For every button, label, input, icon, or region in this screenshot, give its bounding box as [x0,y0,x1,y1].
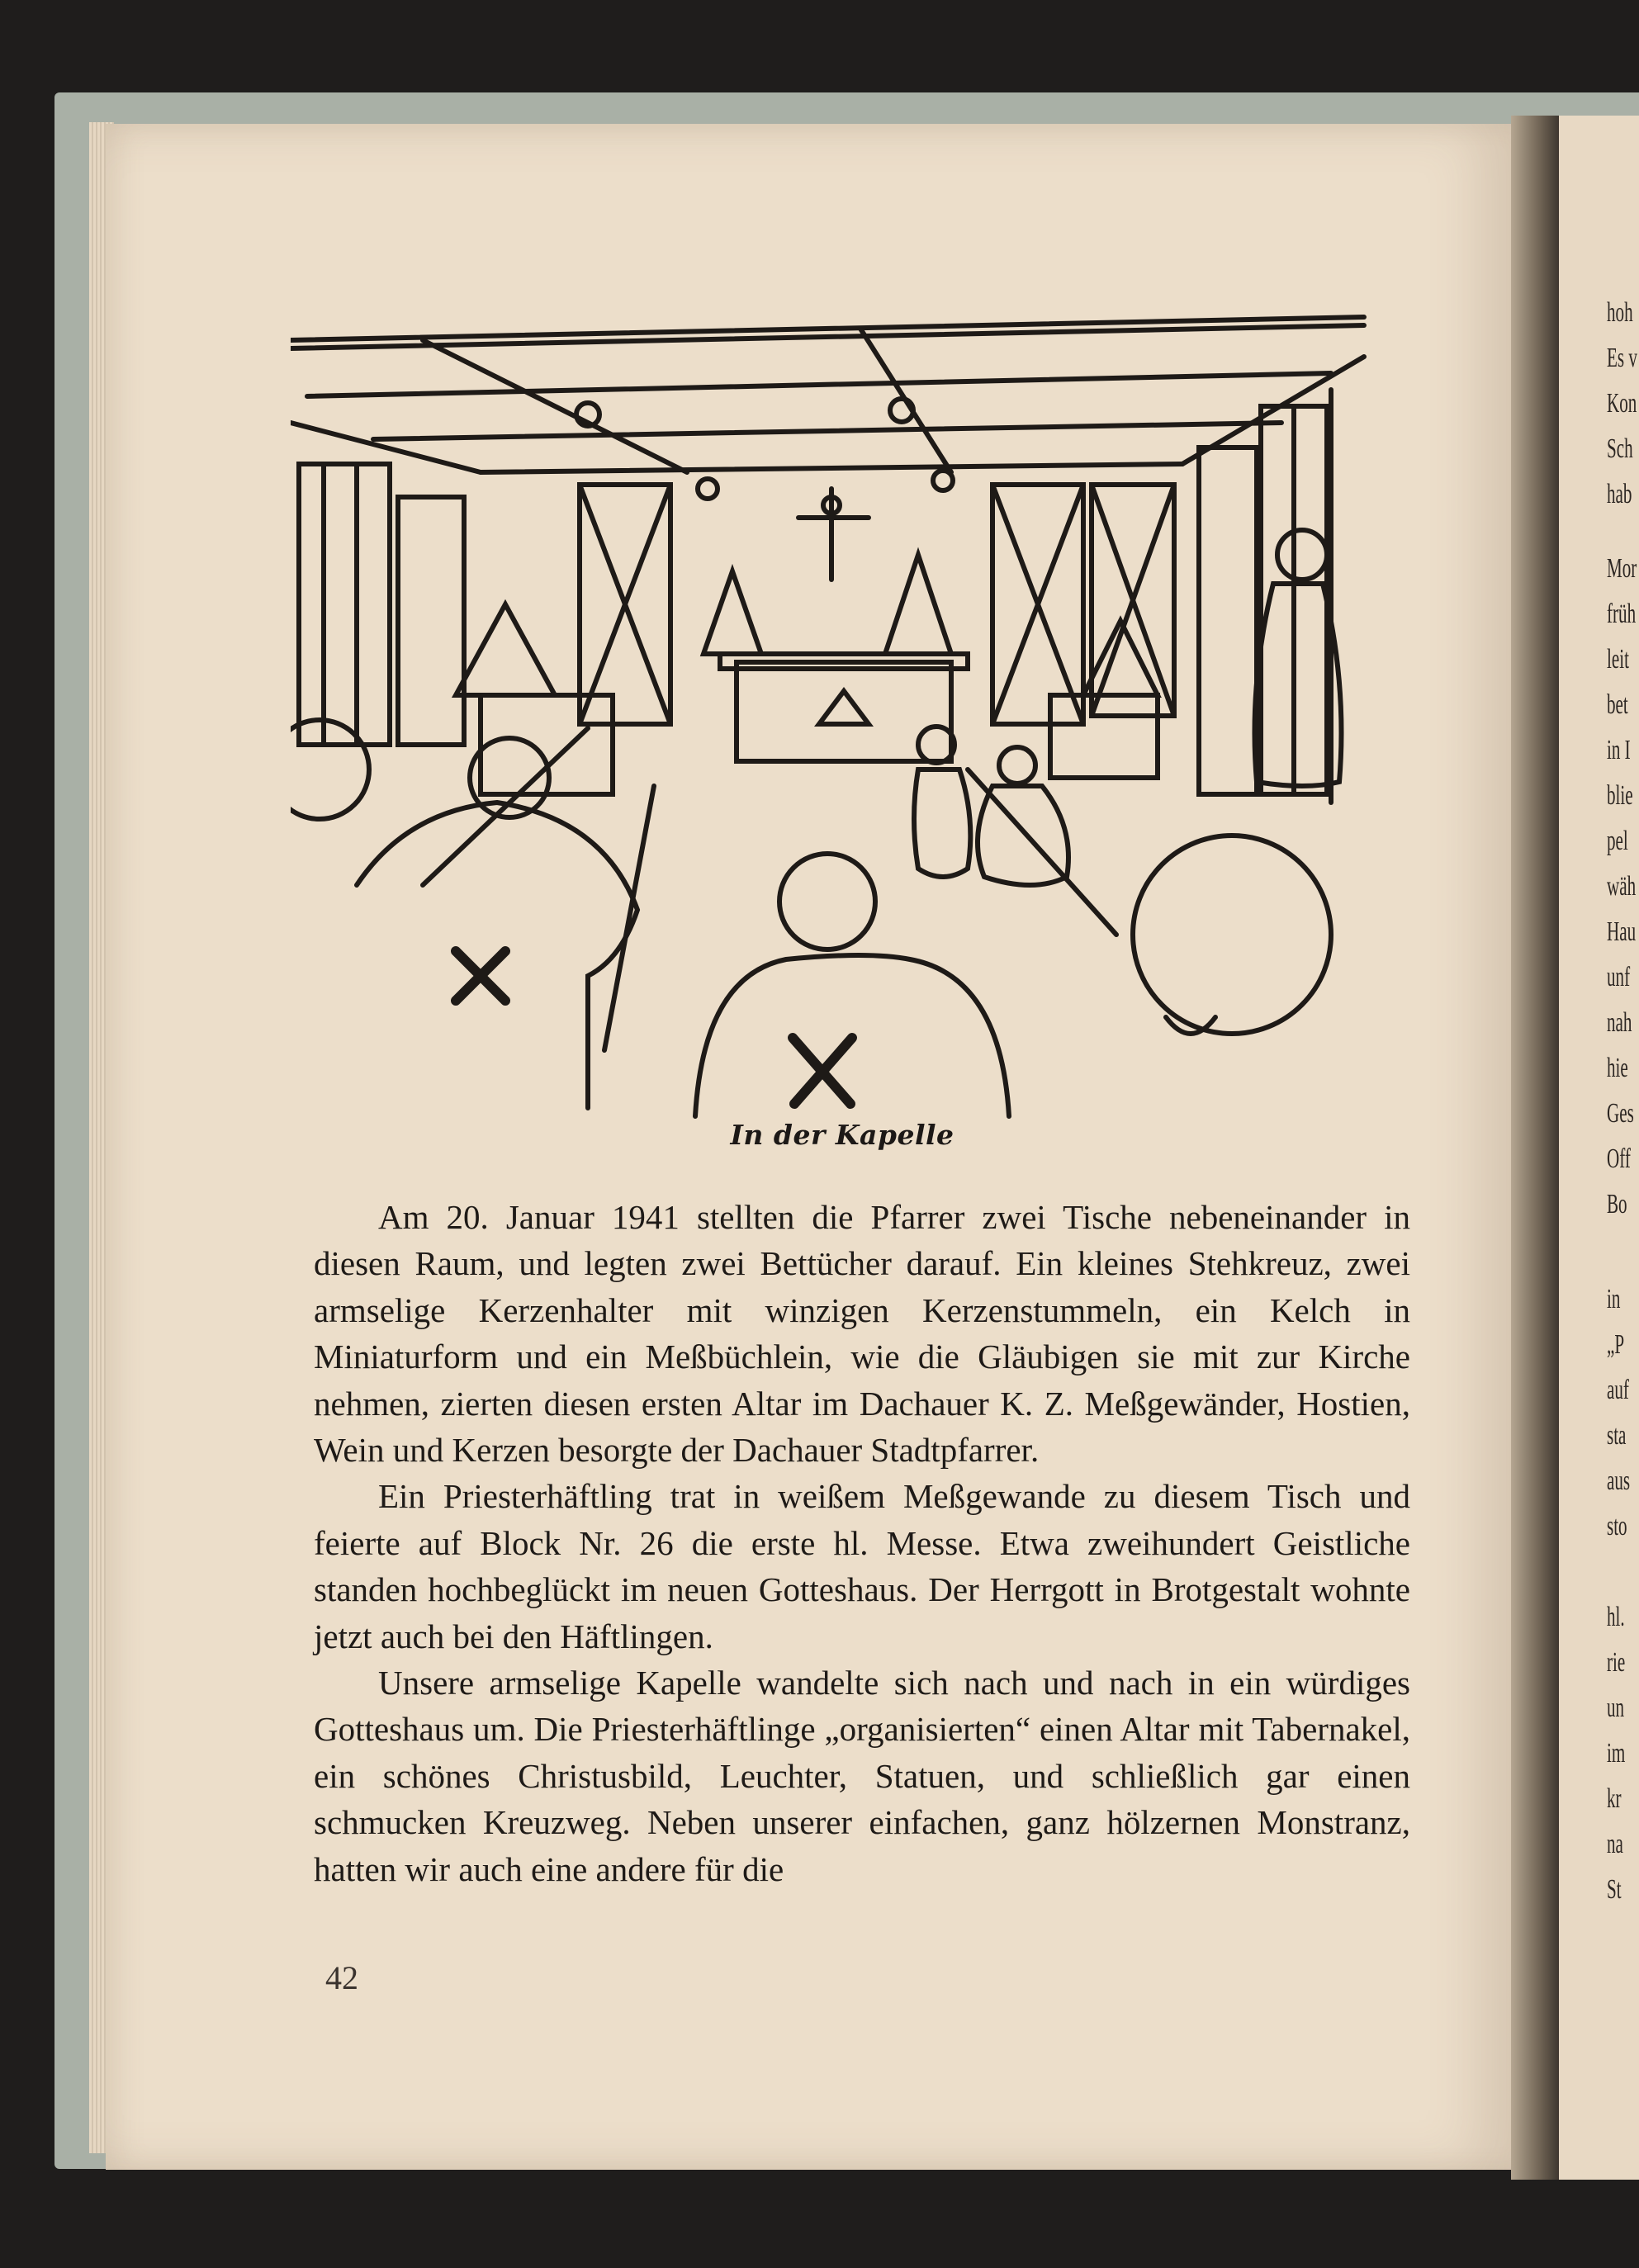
right-page-line-fragment: hl. [1607,1602,1625,1632]
right-page-line-fragment: kr [1607,1783,1622,1814]
right-page-line-fragment: hie [1607,1053,1628,1083]
right-page-line-fragment: un [1607,1693,1625,1723]
paragraph: Unsere armselige Kapelle wandelte sich nach und nach in ein würdiges Gotteshaus um. Die Priesterhäftlinge „organisierten“ einen Altar mit Tabernakel, ein schönes Christusbild, Leuchter, Statuen, und schließlich gar einen schmucken Kreuzweg. Neben unserer einfachen, ganz hölzernen Monstranz, hatten wir auch eine andere für die [314,1664,1410,1888]
right-page-line-fragment: früh [1607,599,1637,629]
right-page-line-fragment: sto [1607,1511,1627,1541]
right-page-line-fragment: leit [1607,644,1629,675]
page-number: 42 [325,1959,358,1996]
right-page-line-fragment: nah [1607,1007,1632,1038]
book-gutter [1511,116,1561,2180]
right-page-line-fragment: pel [1607,826,1628,856]
right-page-line-fragment: aus [1607,1465,1631,1496]
right-page-line-fragment: Sch [1607,433,1633,464]
paragraph: Ein Priesterhäftling trat in weißem Meßgewande zu diesem Tisch und feierte auf Block Nr. 26 die erste hl. Messe. Etwa zweihundert Geistliche standen hochbeglückt im neuen Gotteshaus. Der Herrgott in Brotgestalt wohnte jetzt auch bei den Häftlingen. [314,1477,1410,1655]
right-page-line-fragment: Kon [1607,388,1637,419]
right-page-line-fragment: blie [1607,780,1633,811]
right-page-line-fragment: Hau [1607,916,1637,947]
right-page-line-fragment: unf [1607,962,1631,992]
book-page-right [1559,116,1639,2180]
right-page-line-fragment: Ges [1607,1098,1634,1129]
paragraph: Am 20. Januar 1941 stellten die Pfarrer zwei Tische nebeneinander in diesen Raum, und legten zwei Bettücher darauf. Ein kleines Stehkreuz, zwei armselige Kerzenhalter mit winzigen Kerzenstummeln, ein Kelch in Miniaturform und ein Meßbüchlein, wie die Gläubigen sie mit zur Kirche nehmen, zierten diesen ersten Altar im Dachauer K. Z. Meßgewänder, Hostien, Wein und Kerzen besorgte der Dachauer Stadtpfarrer. [314,1198,1410,1470]
right-page-line-fragment: „P [1607,1329,1625,1360]
chapel-illustration [291,307,1394,1121]
right-page-line-fragment: St [1607,1874,1622,1905]
body-text [314,1194,1410,1892]
right-page-line-fragment: Bo [1607,1189,1627,1219]
right-page-line-fragment: Es v [1607,343,1637,373]
right-page-line-fragment: sta [1607,1420,1627,1451]
illustration-caption: In der Kapelle [730,1119,955,1151]
right-page-line-fragment: na [1607,1829,1623,1859]
right-page-line-fragment: bet [1607,689,1628,720]
right-page-line-fragment: in [1607,1284,1621,1314]
right-page-line-fragment: in I [1607,735,1631,765]
right-page-line-fragment: rie [1607,1647,1626,1678]
right-page-line-fragment: auf [1607,1375,1629,1405]
right-page-line-fragment: hab [1607,479,1632,509]
right-page-line-fragment: Off [1607,1143,1631,1174]
right-page-line-fragment: Mor [1607,553,1637,584]
right-page-line-fragment: wäh [1607,871,1637,902]
right-page-line-fragment: im [1607,1738,1626,1768]
right-page-line-fragment: hoh [1607,297,1633,328]
